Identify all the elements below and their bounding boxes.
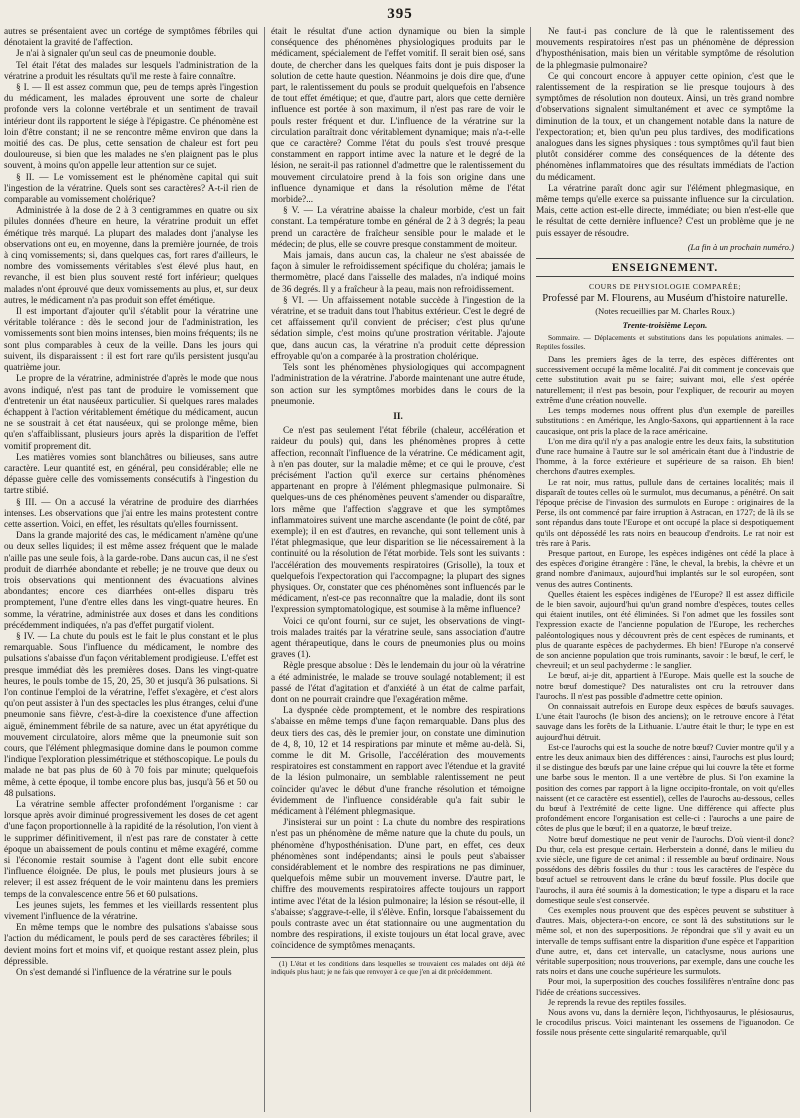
course-title: COURS DE PHYSIOLOGIE COMPARÉE; (588, 282, 742, 292)
paragraph: était le résultat d'une action dynamique ou bien la simple conséquence des phénomènes physiologiques produits par le médicament, spécialement de l'effet vomitif. Il serait bien osé, sans doute, de chercher dans les quelques faits dont je puis disposer la solution de cette haute question. Néanmoins je dois dire que, d'une part, le ralentissement du pouls se produit quelquefois en l'absence de tout effet émétique; et que, d'autre part, alors que cette dernière influence est portée à son maximum, il n'est pas rare de voir le pouls rester fréquent et dur. L'influence de la vératrine sur la circulation paraîtrait donc véritablement dynamique; mais n'a-t-elle que ce caractère? Comme l'état du pouls s'est trouvé presque constamment en rapport intime avec la nature et le degré de la lésion, ne serait-il pas rationnel d'admettre que le ralentissement du mouvement circulatoire prend à la fois son origine dans une influence dynamique et dans la résolution même de l'état morbide?... (271, 27, 525, 206)
paragraph: Dans la grande majorité des cas, le médicament n'amène qu'une ou deux selles liquides; il est même assez fréquent que le malade n'aille pas une seule fois, à la garde-robe. Dans aucun cas, il ne s'est produit de diarrhée abondante et rebelle; je ne trouve que deux ou trois observations qui mentionnent des évacuations alvines abondantes; encore ces diarrhées ont-elles disparu très promptement, l'une d'entre elles dans les vingt-quatre heures. En somme, la vératrine, administrée aux doses et dans les conditions précédemment indiquées, n'a pas d'effet purgatif violent. (4, 531, 258, 631)
paragraph: En même temps que le nombre des pulsations s'abaisse sous l'action du médicament, le pouls perd de ses caractères fébriles; il devient moins fort et moins vif, et quoique restant assez plein, plus dépressible. (4, 923, 258, 967)
lesson-summary: Sommaire. — Déplacements et substitutions dans les populations animales. — Reptiles fossiles. (536, 333, 794, 352)
paragraph: Est-ce l'aurochs qui est la souche de notre bœuf? Cuvier montre qu'il y a entre les deux animaux bien des différences : ainsi, l'aurochs est plus lourd; il se distingue des bœufs par une laine crépue qui lui couvre la tête et forme une barbe sous le menton. Il a une vertèbre de plus. Si l'on examine la position des cornes par rapport à la ligne occipito-frontale, on voit qu'elles naissent (et ce caractère est essentiel), celles de l'aurochs au-dessous, celles du bœuf à l'extrémité de cette ligne. Une différence qui affecte plus profondément encore l'organisation est celle-ci : l'aurochs a une paire de côtes de plus que le bœuf; il en a quatorze, le bœuf treize. (536, 741, 794, 834)
paragraph: autres se présentaient avec un cortége de symptômes fébriles qui dénotaient la gravité de l'affection. (4, 27, 258, 49)
professor-line: Professé par M. Flourens, au Muséum d'histoire naturelle. (542, 293, 788, 305)
section-divider (536, 276, 794, 277)
paragraph: Il est important d'ajouter qu'il s'établit pour la vératrine une véritable tolérance : dès le second jour de l'administration, les vomissements sont bien moins intenses, bien moins fréquents; ils ne sont plus comparables à ceux de la veille. Dans les jours qui suivent, ils disparaissent : il est fort rare qu'ils persistent jusqu'au quatrième jour. (4, 307, 258, 374)
column-rule (264, 27, 265, 1112)
paragraph: Le bœuf, ai-je dit, appartient à l'Europe. Mais quelle est la souche de notre bœuf domestique? Des naturalistes ont cru la retrouver dans l'aurochs. Il n'est pas possible d'admettre cette opinion. (536, 670, 794, 701)
paragraph: La vératrine paraît donc agir sur l'élément phlegmasique, en même temps qu'elle exerce sa puissante influence sur la circulation. Mais, cette action est-elle directe, immédiate; ou bien n'est-elle que le résultat de cette dernière influence? C'est un problème que je ne puis essayer de résoudre. (536, 183, 794, 239)
paragraph: J'insisterai sur un point : La chute du nombre des respirations n'est pas un phénomène de même nature que la chute du pouls, un phénomène d'hyposthénisation. D'une part, en effet, ces deux phénomènes sont indépendants; ainsi le pouls peut s'abaisser considérablement et le nombre des respirations ne pas diminuer, quelquefois même subir un mouvement inverse. D'autre part, le chiffre des mouvements respiratoires affecte toujours un rapport intime avec l'état de la lésion pulmonaire; la lésion se résout-elle, il s'abaisse; s'aggrave-t-elle, il s'élève. Enfin, lorsque l'abaissement du pouls contraste avec un état stationnaire ou une augmentation du nombre des respirations, il existe toujours un état local grave, avec coïncidence de symptômes menaçants. (271, 818, 525, 952)
paragraph: Ce qui concourt encore à appuyer cette opinion, c'est que le ralentissement de la respiration se lie presque toujours à des symptômes de résolution non douteux. Ainsi, un très grand nombre d'observations signalent simultanément et avec ce symptôme la diminution de la toux, et un changement notable dans la nature de l'expectoration; et, bien qu'un peu plus tardives, des modifications analogues dans les signes physiques : tous symptômes qu'il faut bien plutôt considérer comme des conséquences de la détente des phénomènes inflammatoires que des résultats immédiats de l'action du médicament. (536, 71, 794, 183)
paragraph: Presque partout, en Europe, les espèces indigènes ont cédé la place à des espèces d'origine étrangère : l'âne, le cheval, la brebis, la chèvre et un grand nombre d'animaux, aujourd'hui implantés sur le sol européen, sont venus des autres Continents. (536, 547, 794, 589)
paragraph: La dyspnée cède promptement, et le nombre des respirations s'abaisse en même temps d'une façon remarquable. Dans plus des deux tiers des cas, dès le premier jour, on constate une diminution de 4, 8, 10, 12 et 14 respirations par minute et même au-delà. Si, comme le dit M. Grisolle, l'accélération des mouvements respiratoires est constamment en rapport avec l'étendue et la gravité de la lésion pulmonaire, un semblable ralentissement ne peut coïncider qu'avec le début d'une franche résolution et témoigne évidemment de l'influence considérable qu'a fait subir le médicament à l'élément phlegmasique. (271, 706, 525, 818)
paragraph: Les jeunes sujets, les femmes et les vieillards ressentent plus vivement l'influence de la vératrine. (4, 900, 258, 923)
paragraph: Règle presque absolue : Dès le lendemain du jour où la vératrine a été administrée, le malade se trouve soulagé notablement; il est passé de l'état d'agitation et d'anxiété à un état de calme parfait, dont on ne pourrait craindre que l'exagération même. (271, 661, 525, 705)
paragraph: Les temps modernes nous offrent plus d'un exemple de pareilles substitutions : en Amérique, les Anglo-Saxons, qui appartiennent à la race caucasique, ont pris la place de la race américaine. (536, 405, 794, 436)
paragraph: Quelles étaient les espèces indigènes de l'Europe? Il est assez difficile de le bien savoir, aujourd'hui qu'un grand nombre d'espèces, toutes celles qui étaient inutiles, ont été éliminées. Si l'on admet que les fossiles sont l'expression exacte de l'ancienne population de l'Europe, les recherches paléontologiques nous y découvrent près de cent espèces de ruminants, et plus de quarante espèces de pachydermes. Eh bien! l'Europe n'a conservé de son ancienne population que trois ruminants, savoir : le bœuf, le cerf, le chevreuil; et un seul pachyderme : le sanglier. (536, 588, 794, 671)
paragraph: Les matières vomies sont blanchâtres ou bilieuses, sans autre caractère. Leur quantité est, en général, peu considérable; elle ne dépasse guère celle des vomissements consécutifs à l'ingestion du tartre stibié. (4, 452, 258, 497)
paragraph: § VI. — Un affaissement notable succède à l'ingestion de la vératrine, et se traduit dans tout l'habitus extérieur. C'est le degré de cet affaissement qu'il convient de préciser; c'est plus qu'une sédation simple, c'est moins qu'une prostration véritable. J'ajoute que, dans aucun cas, la vératrine n'a produit cette dépression effroyable qu'on a comparée à la prostration cholérique. (271, 295, 525, 362)
paragraph: On s'est demandé si l'influence de la vératrine sur le pouls (16, 968, 232, 979)
section-divider (536, 258, 794, 259)
lesson-title: Trente-troisième Leçon. (622, 319, 708, 330)
paragraph: § IV. — La chute du pouls est le fait le plus constant et le plus remarquable. Sous l'influence du médicament, le nombre des pulsations s'abaisse d'un façon véritablement prodigieuse. L'effet est presque immédiat dès les premières doses. Dans les vingt-quatre heures, le pouls tombe de 15, 20, 25, 30 et jusqu'à 36 pulsations. Si l'on continue l'emploi de la vératrine, l'effet s'exagère, et c'est alors qu'on peut assister à l'un des spectacles les plus étranges, celui d'une pneumonie sans fièvre, c'est-à-dire la coexistence d'une affection aiguë, éminemment fébrile de sa nature, avec un état apyrétique du mouvement circulatoire, alors même que la pneumonie suit son cours, que l'élément phlegmasique domine dans le poumon comme l'indique l'exploration plessimétrique et stéthoscopique. Le pouls du malade ne bat pas plus de 60 à 70 fois par minute; quelquefois même, à cette époque, il tombe encore plus bas, jusqu'à 56 et 50 ou 48 pulsations. (4, 631, 258, 799)
footnote: (1) L'état et les conditions dans lesquelles se trouvaient ces malades ont déjà été indiqués plus haut; je ne fais que renvoyer à ce que j'en ai dit précédemment. (271, 957, 525, 977)
paragraph: § III. — On a accusé la vératrine de produire des diarrhées intenses. Les observations que j'ai entre les mains protestent contre cette assertion. Voici, en effet, les résultats qu'elles fournissent. (4, 497, 258, 530)
paragraph: § V. — La vératrine abaisse la chaleur morbide, c'est un fait constant. La température tombe en général de 2 à 3 degrés; la peau prend un caractère de fraîcheur sensible pour le malade et le médecin; de plus, elle se couvre presque constamment de moiteur. (271, 206, 525, 250)
section-numeral: II. (393, 411, 403, 422)
column-1 (4, 27, 258, 1112)
paragraph: Tel était l'état des malades sur lesquels l'administration de la vératrine a produit les résultats qu'il me reste à faire connaître. (4, 60, 258, 82)
paragraph: Nous avons vu, dans la dernière leçon, l'ichthyosaurus, le plésiosaurus, le crocodilus priscus. Voici maintenant les ossemens de l'iguanodon. Ce fossile nous présente cette singularité remarquable, qu'il (536, 1007, 794, 1038)
paragraph: On connaissait autrefois en Europe deux espèces de bœufs sauvages. L'une était l'aurochs (le bison des anciens); on le retrouve encore à l'état sauvage dans les forêts de la Lithuanie. L'autre était le thur; le type en est aujourd'hui détruit. (536, 700, 794, 742)
column-2 (271, 27, 525, 1112)
section-heading: ENSEIGNEMENT. (611, 262, 719, 275)
paragraph: Voici ce qu'ont fourni, sur ce sujet, les observations de vingt-trois malades traités par la vératrine seule, sans association d'autre agent thérapeutique, dans le cours de pneumonies plus ou moins graves (1). (271, 616, 525, 661)
paragraph: Notre bœuf domestique ne peut venir de l'aurochs. D'où vient-il donc? Du thur, cela est presque certain. Herberstein a donné, dans le milieu du xvie siècle, une figure de cet animal : il ressemble au bœuf ordinaire. Nous possédons des débris fossiles du thur : tous les caractères de l'espèce du bœuf actuel se retrouvent dans le crâne du bœuf fossile. Plus docile que l'aurochs, il aura été soumis à la domestication; le type a disparu et la race domestique seule s'est conservée. (536, 833, 794, 905)
paragraph: L'on me dira qu'il n'y a pas analogie entre les deux faits, la substitution d'une race humaine à l'autre sur le sol américain étant due à l'industrie de l'homme, à la force extérieure et supérieure de sa raison. Eh bien! cherchons d'autres exemples. (536, 435, 794, 477)
paragraph: Ces exemples nous prouvent que des espèces peuvent se substituer à d'autres. Mais, objectera-t-on encore, ce sont là des substitutions sur le même sol, et non des superpositions. Je répondrai que s'il y avait eu un intervalle de temps suffisant entre la disparition d'une espèce et l'apparition d'une autre, et, dans cet intervalle, un cataclysme, nous aurions une véritable superposition; nous trouverions, par exemple, dans une couche les rats noirs et dans une couche supérieure les surmulots. (536, 905, 794, 977)
paragraph: Ne faut-i pas conclure de là que le ralentissement des mouvements respiratoires n'est pas un phénomène de dépression d'hyposthénisation, mais bien un véritable symptôme de résolution de la phlegmasie pulmonaire? (536, 27, 794, 71)
paragraph: Tels sont les phénomènes physiologiques qui accompagnent l'administration de la vératrine. J'aborde maintenant une autre étude, son action sur les symptômes morbides dans le cours de la pneumonie. (271, 363, 525, 407)
paragraph: Je reprends la revue des reptiles fossiles. (548, 996, 687, 1007)
paragraph: § I. — Il est assez commun que, peu de temps après l'ingestion du médicament, les malades éprouvent une sorte de chaleur profonde vers la colonne vertébrale et un sentiment de travail intérieur dont ils rapportent le siége à l'épigastre. Ce phénomène est loin d'être constant; il ne se rencontre même environ que dans la moitié des cas. De plus, cette sensation de chaleur est fort peu douloureuse, si bien que les malades ne s'en plaignent pas le plus souvent, à moins qu'on appelle leur attention sur ce sujet. (4, 83, 258, 172)
paragraph: Le propre de la vératrine, administrée d'après le mode que nous avons indiqué, n'est pas tant de produire le vomissement que d'entretenir un état nauséeux particulier. Si quelques rares malades échappent à l'action véritablement émétique du médicament, aucun ne se soustrait à cet état nauséeux, qui se prolonge même, bien qu'en s'affaiblissant, plusieurs jours après la disparition de l'effet vomitif proprement dit. (4, 374, 258, 452)
column-3 (536, 27, 794, 1112)
page-number: 395 (387, 6, 413, 22)
continuation-note: (La fin à un prochain numéro.) (687, 241, 794, 252)
notes-credit: (Notes recueillies par M. Charles Roux.) (595, 305, 735, 316)
paragraph: Mais jamais, dans aucun cas, la chaleur ne s'est abaissée de façon à simuler le refroidissement spécifique du choléra; jamais le thermomètre, placé dans l'aisselle des malades, n'a indiqué moins de 36 degrés. Il y a fraîcheur à la peau, mais non refroidissement. (271, 251, 525, 295)
paragraph: Je n'ai à signaler qu'un seul cas de pneumonie double. (16, 49, 217, 60)
paragraph: Ce n'est pas seulement l'état fébrile (chaleur, accélération et raideur du pouls) qui, dans les phénomènes propres à cette affection, reconnaît l'influence de la vératrine. Ce médicament agit, à n'en pas douter, sur la maladie même; et ce qui le prouve, c'est précisément l'action qu'il exerce sur certains phénomènes appartenant en propre à l'élément phlegmasique pulmonaire. Si quelques-uns de ces phénomènes peuvent s'amender ou disparaître, lors même que l'affection s'aggrave et que les symptômes inflammatoires suivent une marche ascendante (le point de côté, par exemple); il en est d'autres, en revanche, qui sont tellement unis à l'état phlegmasique, que leur disparition se lie nécessairement à la continuité ou la résolution de l'état morbide. Tels sont les suivants : l'accélération des mouvements respiratoires (Grisolle), la toux et quelquefois l'expectoration qui l'accompagne; la plupart des signes physiques. Or, constater que ces phénomènes sont influencés par le médicament, n'est-ce pas reconnaître que la maladie, dont ils sont l'expression symptomatologique, est soumise à la même influence? (271, 426, 525, 616)
paragraph: Le rat noir, mus rattus, pullule dans de certaines localités; mais il disparaît de toutes celles où le surmulot, mus decumanus, a pénétré. On sait l'époque précise de l'invasion des surmulots en Europe : originaires de la Perse, ils ont commencé par faire irruption à Astracan, en 1727; de là ils se sont répandus dans toute l'Europe et ont occupé la place si despotiquement qu'ils ont dépossédé les rats noirs en beaucoup d'endroits. Le rat noir est très rare à Paris. (536, 476, 794, 548)
paragraph: Dans les premiers âges de la terre, des espèces différentes ont successivement occupé la même localité. J'ai dit comment je concevais que cette substitution avait pu se faire; suivant moi, elle s'est opérée naturellement; il n'est pas besoin, pour l'expliquer, de recourir au moyen extrême d'une création nouvelle. (536, 354, 794, 405)
paragraph: La vératrine semble affecter profondément l'organisme : car lorsque après avoir diminué progressivement les doses de cet agent d'une façon proportionnelle à la rapidité de la résolution, l'on vient à le supprimer définitivement, il n'est pas rare de constater à cette époque un abaissement de pouls continu et même exagéré, comme si l'économie restait soumise à l'agent dont elle subit encore l'influence éloignée. De plus, le pouls met plusieurs jours à se relever; il est assez fréquent de le voir maintenu dans les premiers temps de la convalescence entre 56 et 60 pulsations. (4, 800, 258, 900)
paragraph: Pour moi, la superposition des couches fossilifères n'entraîne donc pas l'idée de créations successives. (536, 976, 794, 997)
paragraph: § II. — Le vomissement est le phénomène capital qui suit l'ingestion de la vératrine. Quels sont ses caractères? A-t-il rien de comparable au vomissement cholérique? (4, 172, 258, 206)
paragraph: Administrée à la dose de 2 à 3 centigrammes en quatre ou six pilules données d'heure en heure, la vératrine produit un effet émétique très marqué. La plupart des malades dont j'analyse les observations ont eu, en moyenne, dans la première journée, de trois à cinq vomissements; si, dans quelques cas, fort rares d'ailleurs, le nombre des vomissements véritables s'est élevé plus haut, en revanche, il est bien plus souvent resté fort inférieur; quelques malades n'ont éprouvé que deux vomissements au plus, et, sur deux autres, le médicament n'a pas produit son effet émétique. (4, 206, 258, 306)
column-rule (530, 27, 531, 1112)
